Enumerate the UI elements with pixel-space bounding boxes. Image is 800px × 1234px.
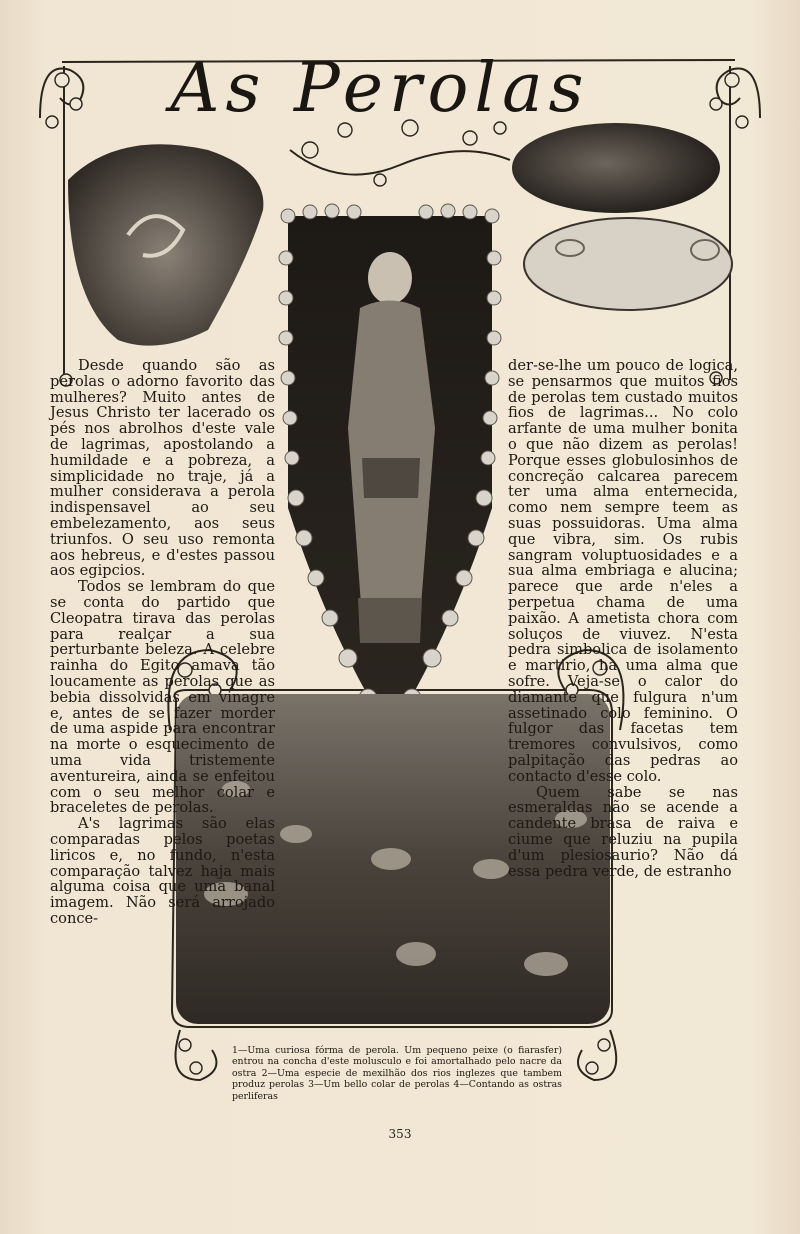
article-column-left bbox=[50, 358, 275, 1098]
page-number: 353 bbox=[388, 1127, 412, 1141]
paragraph: Quem sabe se nas esmeraldas não se acende a candente brasa de raiva e ciume que reluziu na pupila d'um plesiosaurio? Não dá essa pedra verde, de estranho bbox=[508, 783, 738, 880]
mussel-shell-photo bbox=[510, 118, 742, 314]
woman-with-pearls-photo bbox=[270, 198, 510, 750]
paragraph: Todos se lembram do que se conta do partido que Cleopatra tirava das perolas para realçar a sua perturbante beleza. A celebre rainha do Egito amava tão loucamente as perolas que as bebia dissolvidas em vinagre e, antes de se fazer morder de uma aspide para encontrar na morte o esquecimento de uma vida tristemente aventureira, ainda se enfeitou com o seu melhor colar e braceletes de perolas. bbox=[50, 578, 275, 817]
article-title: As Perolas bbox=[170, 49, 590, 128]
paragraph: der-se-lhe um pouco de logica, se pensarmos que muitos fios de perolas tem custado muitos fios de lagrimas... No colo arfante de uma mulher bonita o que não dizem as perolas! Porque esses globulosinhos de concreção calcarea parecem ter uma alma enternecida, como nem sempre teem as suas possuidoras. Uma alma que vibra, sim. Os rubis sangram voluptuosidades e a sua alma embriaga e alucina; parece que arde n'eles a perpetua chama de uma paixão. A ametista chora com soluços de viuvez. N'esta pedra simbolica de isolamento e martirio, ha uma alma que sofre. Veja-se o calor do diamante que fulgura n'um assetinado colo feminino. O fulgor das facetas tem tremores convulsivos, como palpitação das pedras ao contacto d'esse colo. bbox=[508, 357, 738, 785]
paragraph: A's lagrimas são elas comparadas pelos poetas liricos e, no fundo, n'esta comparação talvez haja mais alguma coisa que uma banal imagem. Não será arrojado conce- bbox=[50, 815, 275, 927]
paragraph: Desde quando são as perolas o adorno favorito das mulheres? Muito antes de Jesus Christo ter lacerado os pés nos abrolhos d'este vale de lagrimas, apostolando a humildade e a pobreza, a simplicidade no traje, já a mulher considerava a perola indispensavel ao seu embelezamento, aos seus triunfos. O seu uso remonta aos hebreus, e d'estes passou aos egipcios. bbox=[50, 357, 275, 580]
oyster-shell-photo bbox=[58, 140, 270, 354]
photo-caption: 1—Uma curiosa fórma de perola. Um pequeno peixe (o fiarasfer) entrou na concha d'este molusculo e foi amortalhado pelo nacre da ostra 2—Uma especie de mexilhão dos rios inglezes que tambem produz perolas 3—Um bello colar de perolas 4—Contando as ostras perliferas bbox=[232, 1045, 562, 1102]
article-column-right bbox=[508, 358, 738, 1098]
